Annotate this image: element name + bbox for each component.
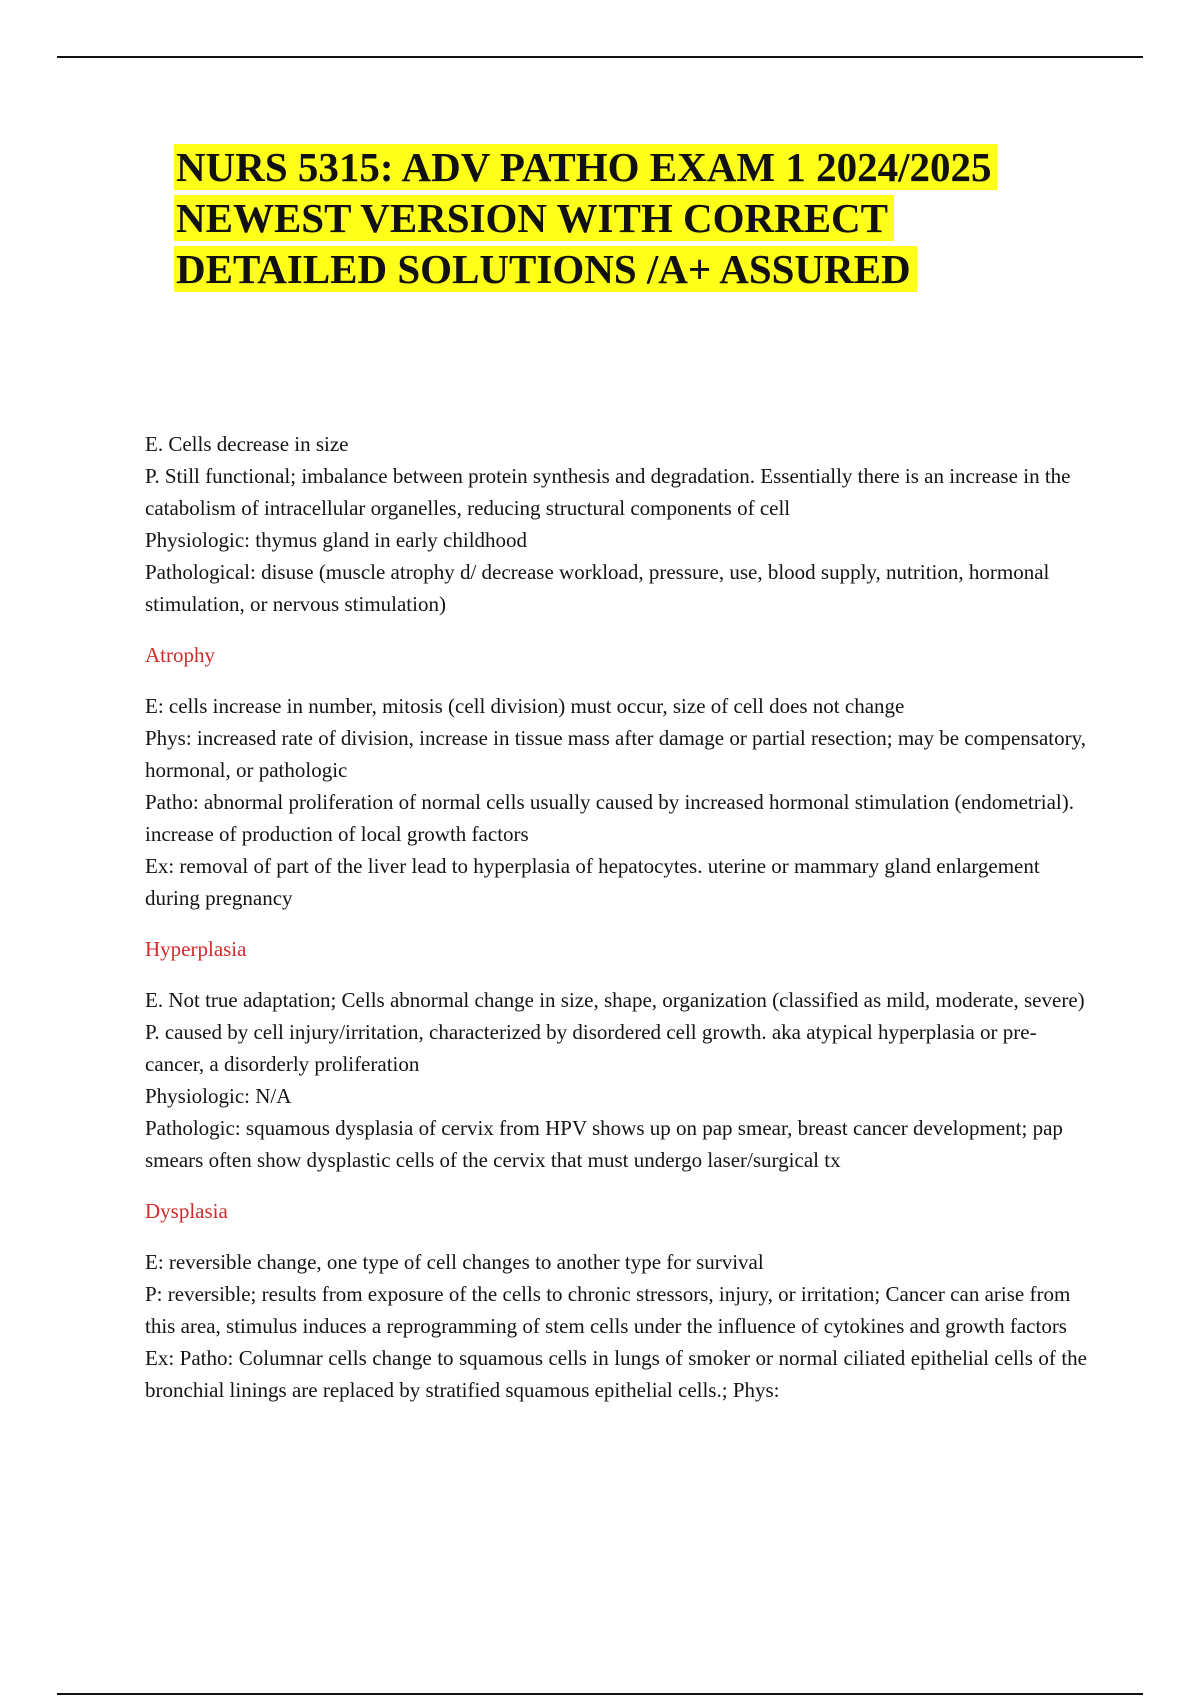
title-line: NEWEST VERSION WITH CORRECT: [174, 193, 1114, 244]
definition-line: Physiologic: N/A: [145, 1084, 292, 1108]
term-label: Dysplasia: [145, 1199, 228, 1223]
definition-line: E: cells increase in number, mitosis (cell division) must occur, size of cell does not change: [145, 694, 905, 718]
title-line: NURS 5315: ADV PATHO EXAM 1 2024/2025: [174, 142, 1114, 193]
title-line: DETAILED SOLUTIONS /A+ ASSURED: [174, 244, 1114, 295]
definition-line: E. Not true adaptation; Cells abnormal change in size, shape, organization (classified as mild, moderate, severe): [145, 988, 1085, 1012]
bottom-rule: [57, 1693, 1143, 1695]
definition-block: [145, 984, 1087, 1176]
term-label: Hyperplasia: [145, 937, 247, 961]
definition-line: P: reversible; results from exposure of the cells to chronic stressors, injury, or irritation; Cancer can arise from this area, stimulus induces a reprogramming of stem cells under the influence of cytokines and growth factors: [145, 1282, 1071, 1338]
definition-line: Physiologic: thymus gland in early childhood: [145, 528, 528, 552]
document-body: [145, 428, 1087, 1406]
definition-line: Ex: Patho: Columnar cells change to squamous cells in lungs of smoker or normal ciliated epithelial cells of the bronchial linings are replaced by stratified squamous epithelial cells.; Phys:: [145, 1346, 1087, 1402]
definition-line: P. Still functional; imbalance between protein synthesis and degradation. Essentially there is an increase in the catabolism of intracellular organelles, reducing structural components of cell: [145, 464, 1071, 520]
definition-line: Phys: increased rate of division, increase in tissue mass after damage or partial resection; may be compensatory, hormonal, or pathologic: [145, 726, 1086, 782]
definition-line: Patho: abnormal proliferation of normal cells usually caused by increased hormonal stimulation (endometrial). increase of production of local growth factors: [145, 790, 1074, 846]
top-rule: [57, 56, 1143, 58]
document-title: [174, 142, 1114, 295]
definition-line: Pathologic: squamous dysplasia of cervix from HPV shows up on pap smear, breast cancer development; pap smears often show dysplastic cells of the cervix that must undergo laser/surgical tx: [145, 1116, 1063, 1172]
definition-line: E: reversible change, one type of cell changes to another type for survival: [145, 1250, 764, 1274]
definition-block: [145, 690, 1087, 914]
definition-line: E. Cells decrease in size: [145, 432, 349, 456]
definition-line: Ex: removal of part of the liver lead to hyperplasia of hepatocytes. uterine or mammary gland enlargement during pregnancy: [145, 854, 1040, 910]
definition-block: [145, 1246, 1087, 1406]
definition-line: Pathological: disuse (muscle atrophy d/ decrease workload, pressure, use, blood supply, nutrition, hormonal stimulation, or nervous stimulation): [145, 560, 1050, 616]
definition-line: P. caused by cell injury/irritation, characterized by disordered cell growth. aka atypical hyperplasia or pre-cancer, a disorderly proliferation: [145, 1020, 1037, 1076]
term-label: Atrophy: [145, 643, 215, 667]
definition-block: [145, 428, 1087, 620]
